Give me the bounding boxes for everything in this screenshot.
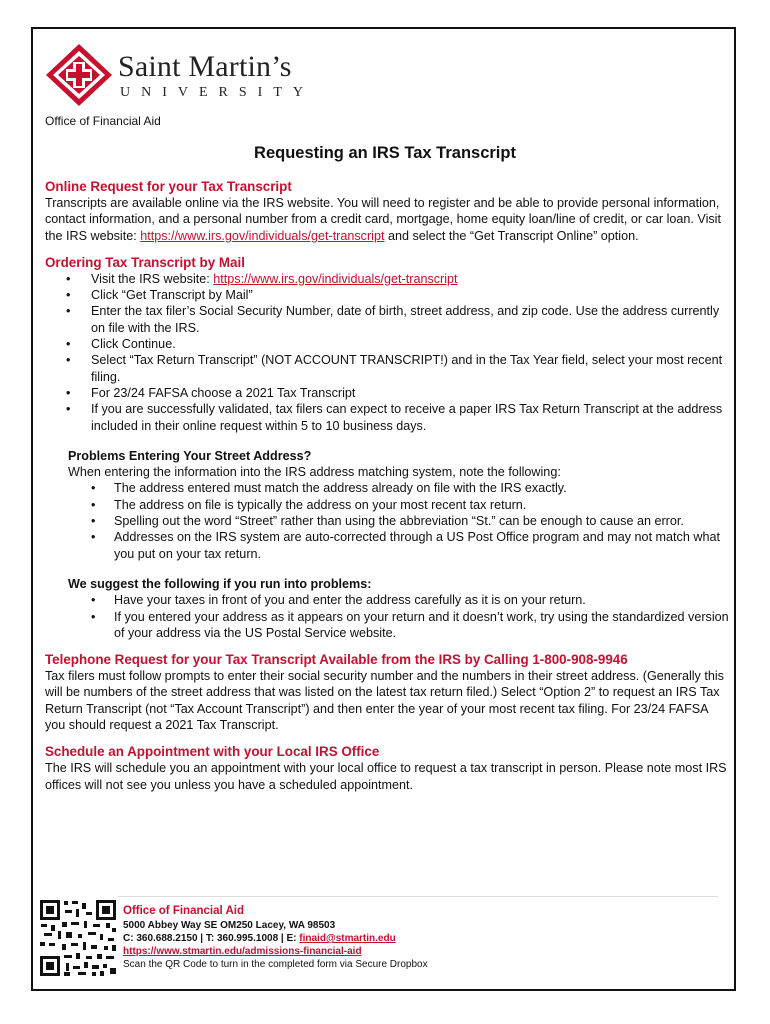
- footer-contact-line: [123, 932, 428, 945]
- qr-code-icon[interactable]: [38, 898, 118, 978]
- list-item: • The address entered must match the address already on file with the IRS exactly.: [68, 480, 731, 496]
- list-item: • Enter the tax filer’s Social Security Number, date of birth, street address, and zip code. Use the address currently on file with the IRS.: [45, 303, 731, 336]
- list-item: • Addresses on the IRS system are auto-corrected through a US Post Office program and may not match what you put on your tax return.: [68, 529, 731, 562]
- list-item: • Click “Get Transcript by Mail”: [45, 287, 731, 303]
- online-heading: Online Request for your Tax Transcript: [45, 179, 292, 194]
- footer-address: 5000 Abbey Way SE OM250 Lacey, WA 98503: [123, 920, 336, 931]
- telephone-heading: Telephone Request for your Tax Transcript Available from the IRS by Calling 1-800-908-9946: [45, 652, 628, 668]
- list-item: • Select “Tax Return Transcript” (NOT ACCOUNT TRANSCRIPT!) and in the Tax Year field, select your most recent filing.: [45, 352, 731, 385]
- irs-transcript-link-mail[interactable]: https://www.irs.gov/individuals/get-transcript: [213, 271, 458, 286]
- mail-heading: Ordering Tax Transcript by Mail: [45, 254, 245, 270]
- footer-phones: C: 360.688.2150 | T: 360.995.1008 | E:: [123, 933, 300, 944]
- telephone-text: Tax filers must follow prompts to enter their social security number and the numbers in their street address. (Generally this will be numbers of the street address that was listed on the latest tax return filed.) Select “Option 2” to request an IRS Tax Return Transcript (not “Tax Account Transcript”) and then enter the year of your most recent tax filing. For 23/24 FAFSA you should request a 2021 Tax Transcript.: [45, 669, 724, 733]
- list-item: • If you are successfully validated, tax filers can expect to receive a paper IRS Tax Return Transcript at the address included in their online request within 5 to 10 business days.: [45, 401, 731, 434]
- office-label: Office of Financial Aid: [45, 114, 161, 128]
- address-problems-intro: When entering the information into the IRS address matching system, note the following:: [68, 465, 561, 480]
- university-crest-icon: [44, 42, 114, 108]
- online-text-part: Transcripts are available online via the IRS website. You will need to register and be able to provide personal information, contact information, and a personal number from a credit card, mortgage, home equity loan/line of credit, or car loan. Visit the IRS website:: [45, 196, 721, 243]
- address-problems-title: Problems Entering Your Street Address?: [68, 448, 312, 463]
- irs-transcript-link[interactable]: https://www.irs.gov/individuals/get-transcript: [140, 228, 385, 243]
- appointment-text: The IRS will schedule you an appointment with your local office to request a tax transcript in person. Please note most IRS offices will not see you unless you have a scheduled appointment.: [45, 761, 727, 792]
- address-problems-list: [68, 480, 731, 561]
- footer-divider: [118, 896, 718, 897]
- appointment-heading: Schedule an Appointment with your Local IRS Office: [45, 744, 380, 760]
- list-item: • If you entered your address as it appears on your return and it doesn’t work, try using the standardized version of your address via the US Postal Service website.: [68, 609, 731, 642]
- document-body: [45, 178, 731, 793]
- university-logo: [44, 42, 314, 108]
- university-word: UNIVERSITY: [120, 85, 314, 100]
- list-item: • Click Continue.: [45, 336, 731, 352]
- footer-qr-note: Scan the QR Code to turn in the completed form via Secure Dropbox: [123, 959, 428, 970]
- suggestions-list: [68, 592, 731, 641]
- list-item-text: Visit the IRS website:: [91, 271, 214, 286]
- page-title: Requesting an IRS Tax Transcript: [254, 144, 516, 162]
- footer-email-link[interactable]: finaid@stmartin.edu: [299, 933, 396, 944]
- mail-steps-list: [45, 271, 731, 434]
- list-item: • Spelling out the word “Street” rather than using the abbreviation “St.” can be enough to cause an error.: [68, 513, 731, 529]
- list-item: • The address on file is typically the address on your most recent tax return.: [68, 497, 731, 513]
- online-text: [45, 195, 731, 244]
- footer-contact: [123, 904, 428, 971]
- list-item: [45, 271, 731, 287]
- online-text-part: and select the “Get Transcript Online” option.: [384, 228, 639, 243]
- list-item: • Have your taxes in front of you and enter the address carefully as it is on your return.: [68, 592, 731, 608]
- footer-office: Office of Financial Aid: [123, 905, 244, 917]
- list-item: • For 23/24 FAFSA choose a 2021 Tax Transcript: [45, 385, 731, 401]
- suggestions-title: We suggest the following if you run into problems:: [68, 576, 372, 591]
- university-name: Saint Martin’s: [118, 50, 292, 83]
- footer-website-link[interactable]: https://www.stmartin.edu/admissions-financial-aid: [123, 946, 362, 957]
